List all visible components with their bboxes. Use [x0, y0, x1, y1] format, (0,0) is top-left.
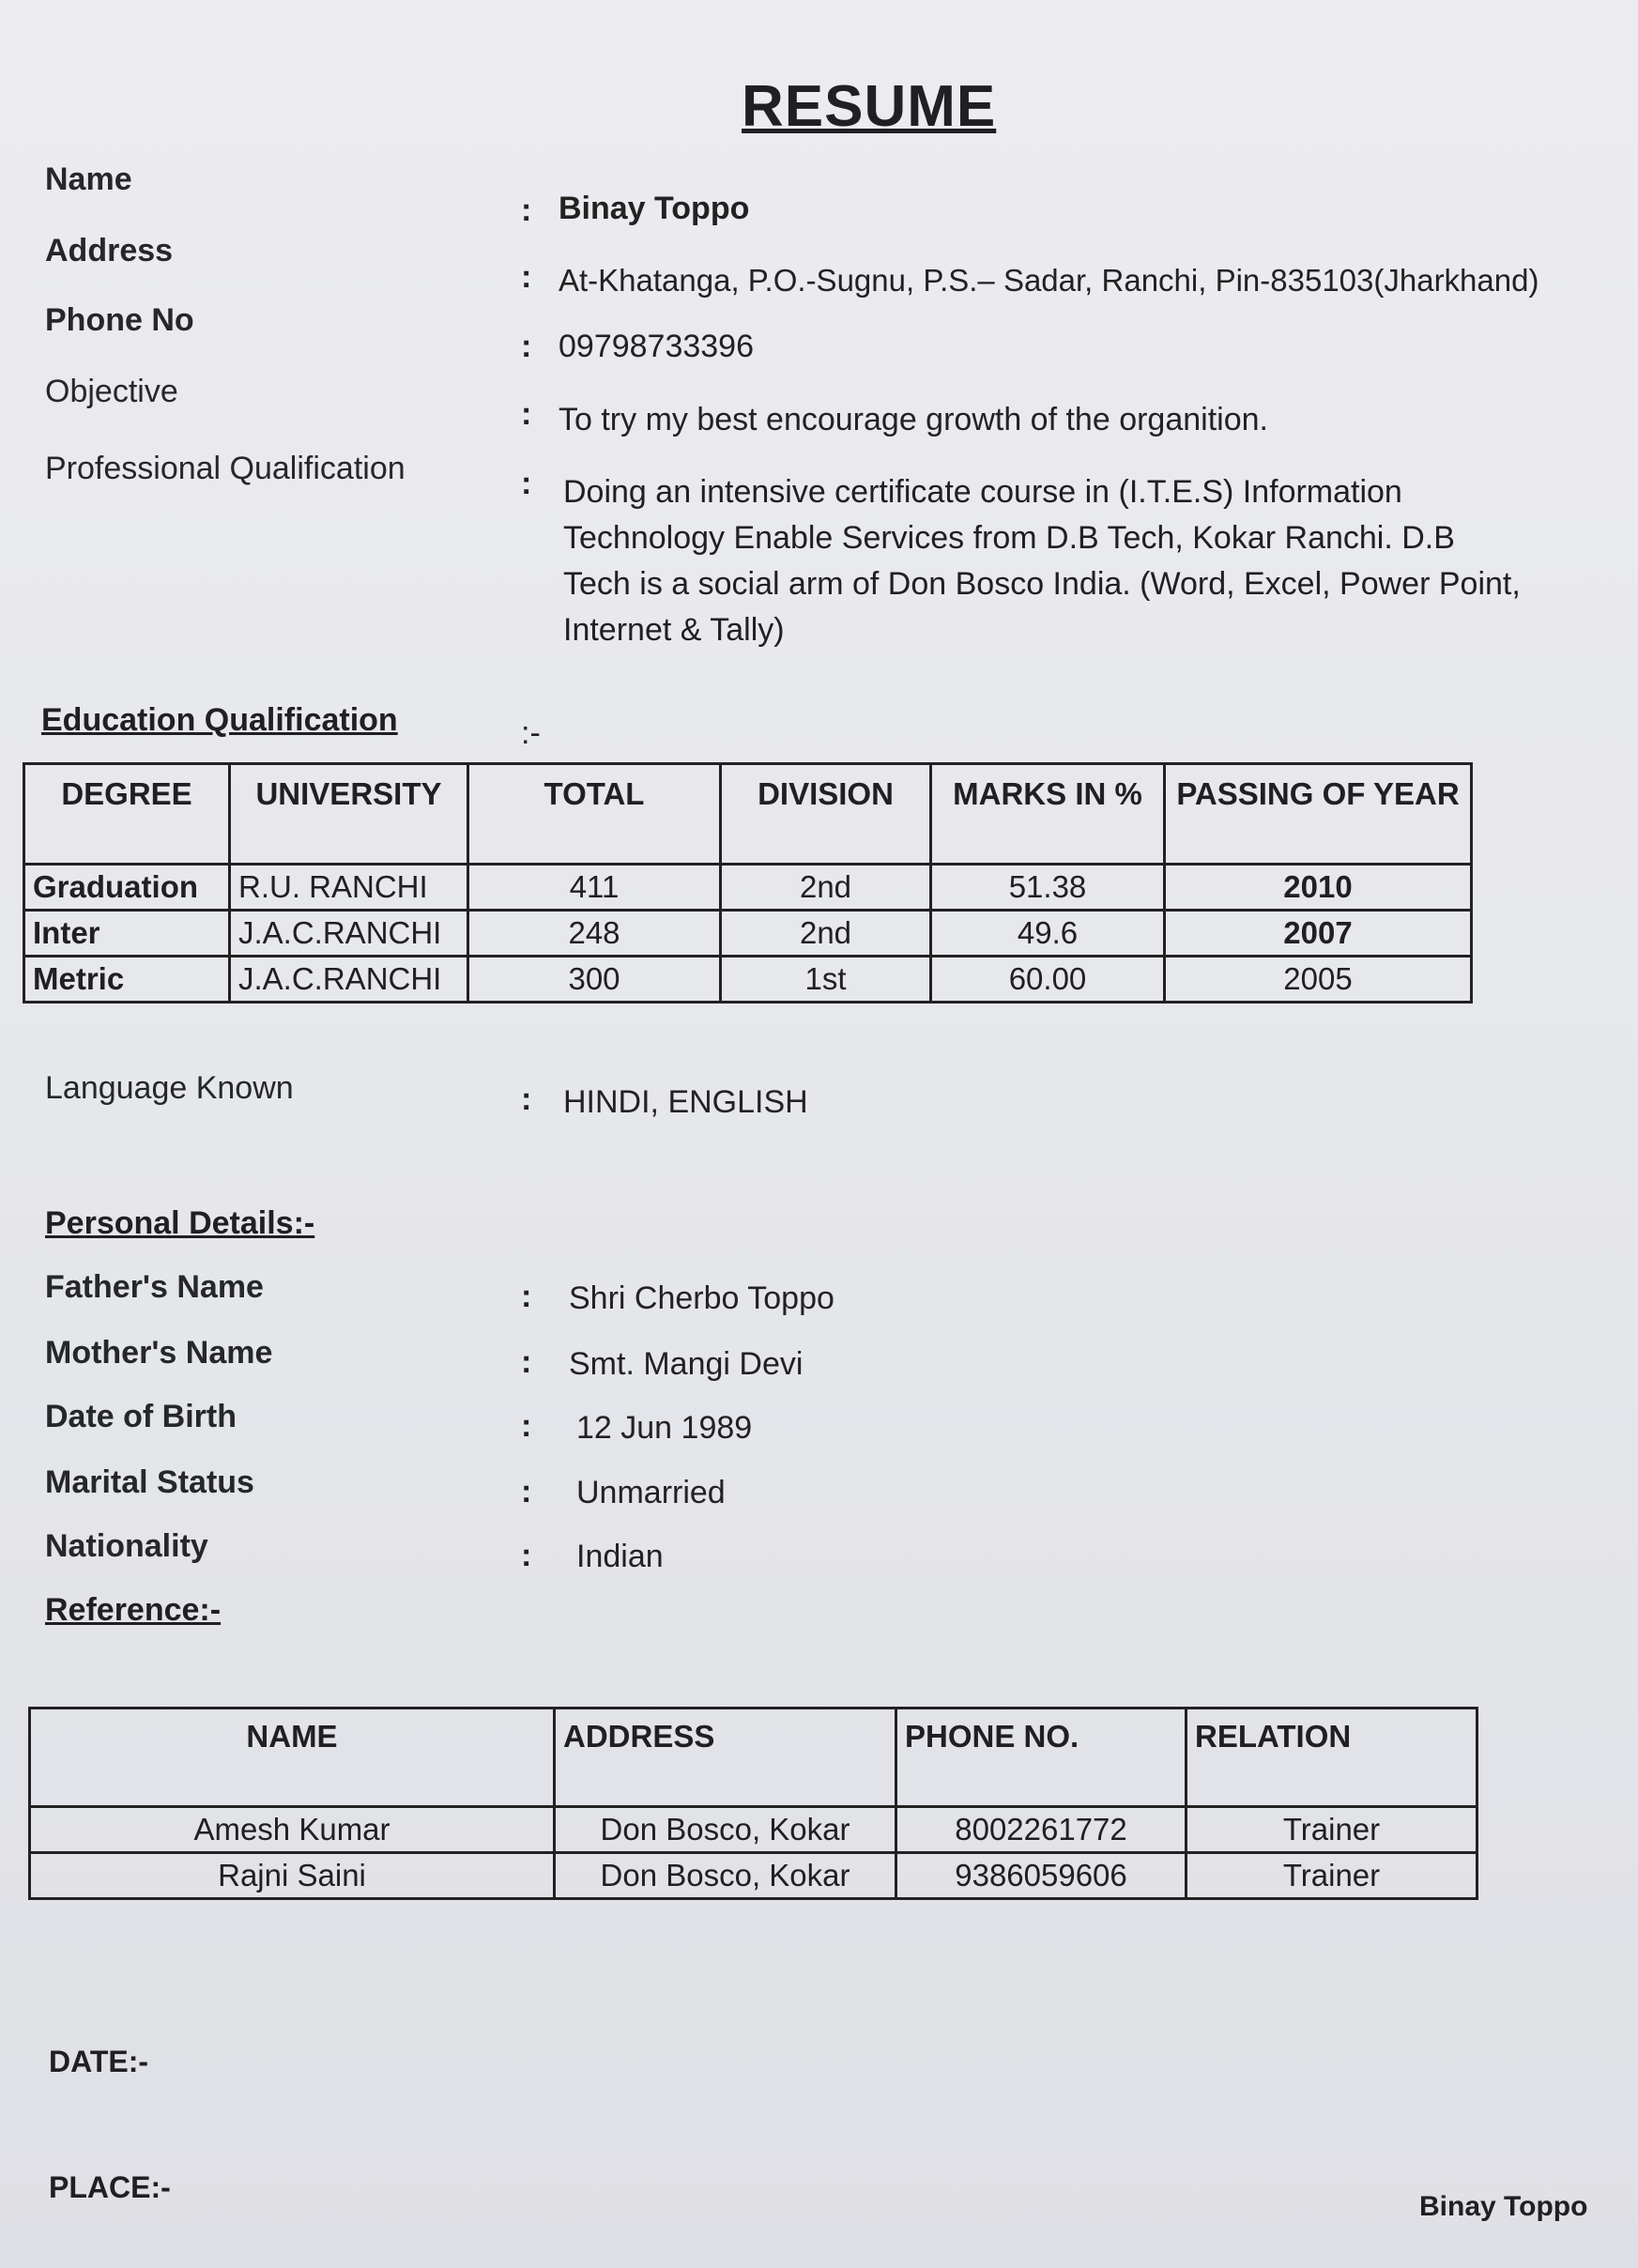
cell: Don Bosco, Kokar	[555, 1853, 896, 1899]
cell: Metric	[24, 957, 230, 1003]
education-colon: :-	[521, 715, 541, 751]
phone-label: Phone No	[45, 302, 194, 338]
colon: :	[521, 396, 532, 432]
phone-value: 09798733396	[559, 329, 755, 364]
address-value: At-Khatanga, P.O.-Sugnu, P.S.– Sadar, Ranchi, Pin-835103(Jharkhand)	[559, 263, 1539, 298]
cell: Amesh Kumar	[30, 1807, 555, 1853]
cell: 2005	[1165, 957, 1472, 1003]
cell: 2nd	[721, 865, 931, 911]
cell: Rajni Saini	[30, 1853, 555, 1899]
cell: 2010	[1165, 865, 1472, 911]
col-university: UNIVERSITY	[230, 764, 468, 865]
signature: Binay Toppo	[1419, 2191, 1588, 2222]
cell: Trainer	[1186, 1807, 1477, 1853]
education-table	[23, 762, 1473, 1004]
col-name: NAME	[30, 1709, 555, 1807]
col-phone: PHONE NO.	[896, 1709, 1186, 1807]
date-label: DATE:-	[49, 2045, 149, 2078]
table-row	[30, 1807, 1477, 1853]
reference-table	[28, 1707, 1478, 1900]
colon: :	[521, 192, 532, 228]
table-row	[24, 865, 1472, 911]
colon: :	[521, 1538, 532, 1573]
place-label: PLACE:-	[49, 2170, 171, 2204]
objective-label: Objective	[45, 374, 178, 409]
table-row	[24, 957, 1472, 1003]
father-label: Father's Name	[45, 1269, 264, 1305]
professional-label: Professional Qualification	[45, 451, 406, 486]
mother-label: Mother's Name	[45, 1335, 273, 1371]
marital-label: Marital Status	[45, 1464, 254, 1500]
professional-value: Doing an intensive certificate course in (I.T.E.S) Information Technology Enable Services from D.B Tech, Kokar Ranchi. D.B Tech is a social arm of Don Bosco India. (Word, Excel, Power Point, Internet & Tally)	[563, 474, 1521, 648]
colon: :	[521, 466, 532, 501]
cell: 2007	[1165, 911, 1472, 957]
table-row	[30, 1853, 1477, 1899]
cell: J.A.C.RANCHI	[230, 911, 468, 957]
marital-value: Unmarried	[576, 1475, 726, 1510]
colon: :	[521, 1279, 532, 1314]
cell: 9386059606	[896, 1853, 1186, 1899]
cell: Inter	[24, 911, 230, 957]
col-marks: MARKS IN %	[931, 764, 1165, 865]
colon: :	[521, 329, 532, 364]
cell: 2nd	[721, 911, 931, 957]
colon: :	[521, 1081, 532, 1117]
nationality-value: Indian	[576, 1539, 664, 1574]
colon: :	[521, 1408, 532, 1444]
cell: 300	[468, 957, 721, 1003]
cell: 1st	[721, 957, 931, 1003]
objective-value: To try my best encourage growth of the organition.	[559, 402, 1268, 437]
reference-heading: Reference:-	[45, 1592, 222, 1628]
col-division: DIVISION	[721, 764, 931, 865]
cell: 411	[468, 865, 721, 911]
colon: :	[521, 1474, 532, 1509]
col-address: ADDRESS	[555, 1709, 896, 1807]
cell: 49.6	[931, 911, 1165, 957]
table-header-row	[30, 1709, 1477, 1807]
cell: 60.00	[931, 957, 1165, 1003]
nationality-label: Nationality	[45, 1528, 208, 1564]
col-passing-year: PASSING OF YEAR	[1165, 764, 1472, 865]
page-title: RESUME	[742, 74, 997, 139]
cell: 8002261772	[896, 1807, 1186, 1853]
cell: J.A.C.RANCHI	[230, 957, 468, 1003]
personal-heading: Personal Details:-	[45, 1205, 315, 1241]
father-value: Shri Cherbo Toppo	[569, 1280, 834, 1316]
name-value: Binay Toppo	[559, 191, 750, 226]
mother-value: Smt. Mangi Devi	[569, 1346, 804, 1382]
col-relation: RELATION	[1186, 1709, 1477, 1807]
cell: Trainer	[1186, 1853, 1477, 1899]
col-total: TOTAL	[468, 764, 721, 865]
language-value: HINDI, ENGLISH	[563, 1084, 808, 1120]
language-label: Language Known	[45, 1070, 294, 1106]
address-label: Address	[45, 233, 174, 268]
colon: :	[521, 259, 532, 295]
table-row	[24, 911, 1472, 957]
cell: Don Bosco, Kokar	[555, 1807, 896, 1853]
cell: Graduation	[24, 865, 230, 911]
dob-label: Date of Birth	[45, 1399, 237, 1434]
dob-value: 12 Jun 1989	[576, 1410, 753, 1446]
table-header-row	[24, 764, 1472, 865]
colon: :	[521, 1344, 532, 1380]
cell: R.U. RANCHI	[230, 865, 468, 911]
education-heading: Education Qualification	[41, 702, 398, 738]
cell: 248	[468, 911, 721, 957]
name-label: Name	[45, 161, 132, 197]
cell: 51.38	[931, 865, 1165, 911]
col-degree: DEGREE	[24, 764, 230, 865]
